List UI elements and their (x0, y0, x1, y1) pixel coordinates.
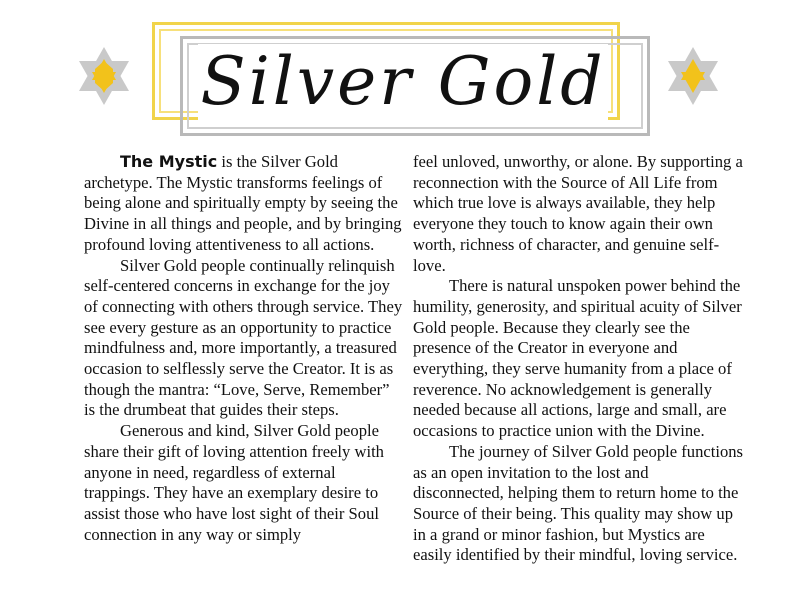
page-title: Silver Gold (200, 43, 606, 120)
star-of-david-icon (662, 45, 724, 107)
paragraph: There is natural unspoken power behind the humility, generosity, and spiritual acuity of Silver Gold people. Because they clearly see the presence of the Creator in everyone and everything, they serve humanity from a place of reverence. No acknowledgement is generally needed because all actions, large and small, are occasions to practice union with the Divine. (413, 276, 742, 441)
left-column (84, 152, 404, 545)
right-column (413, 152, 743, 566)
star-of-david-icon (73, 45, 135, 107)
paragraph (84, 152, 404, 256)
paragraph: The journey of Silver Gold people functions as an open invitation to the lost and disconnected, helping them to return home to the Source of their being. This quality may show up in a grand or minor fashion, but Mystics are easily identified by their mindful, loving service. (413, 441, 744, 565)
lead-in-heading: The Mystic (120, 152, 218, 171)
title-banner (198, 44, 608, 120)
paragraph-text: is the Silver Gold archetype. The Mystic transforms feelings of being alone and spiritually empty by seeing the Divine in all things and people, and by bringing profound loving attentiveness to all actions. (84, 152, 402, 254)
paragraph: Generous and kind, Silver Gold people share their gift of loving attention freely with anyone in need, regardless of external trappings. They have an exemplary desire to assist those who have lost sight of their Soul connection in any way or simply (84, 421, 384, 544)
paragraph: feel unloved, unworthy, or alone. By supporting a reconnection with the Source of All Life from which true love is always available, they help everyone they touch to know again their own worth, richness of character, and genuine self-love. (413, 152, 743, 275)
paragraph: Silver Gold people continually relinquish self-centered concerns in exchange for the joy of connecting with others through service. They see every gesture as an opportunity to practice mindfulness and, more importantly, a treasured occasion to selflessly serve the Creator. It is as though the mantra: “Love, Serve, Remember” is the drumbeat that guides their steps. (84, 255, 403, 420)
